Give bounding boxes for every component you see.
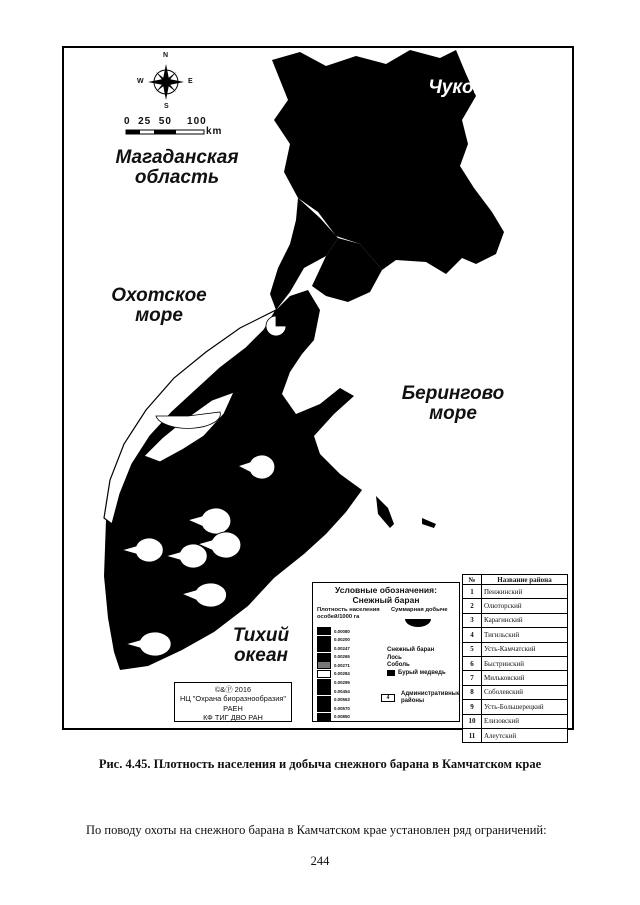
legend-swatch — [317, 670, 331, 678]
districts-header-row — [463, 575, 568, 585]
label-okhotsk-sea: Охотское море — [111, 285, 207, 326]
legend-admin-value: 4 — [381, 694, 395, 702]
legend-scale-row — [317, 644, 350, 652]
district-name: Олюторский — [482, 599, 568, 613]
label-magadan: Магаданская область — [115, 147, 239, 188]
table-row — [463, 599, 568, 613]
district-num: 4 — [463, 628, 482, 642]
district-num: 9 — [463, 700, 482, 714]
district-name: Елизовский — [482, 714, 568, 728]
legend-swatch — [317, 704, 331, 712]
compass-s: S — [164, 103, 169, 110]
legend-scale-row — [317, 653, 350, 661]
label-bering-sea: Берингово море — [401, 383, 505, 424]
district-num: 7 — [463, 671, 482, 685]
legend-scale-value: 0.00454 — [334, 688, 350, 694]
legend-scale-value: 0.00570 — [334, 705, 350, 711]
legend-swatch — [317, 644, 331, 652]
legend-scale-row — [317, 661, 350, 669]
legend-scale-value: 0.00080 — [334, 628, 350, 634]
legend-scale-value: 0.00200 — [334, 637, 350, 643]
commander-island — [376, 496, 394, 528]
legend-swatch — [317, 687, 331, 695]
district-num: 6 — [463, 656, 482, 670]
scale-ticks: 0 25 50 100 — [124, 116, 207, 127]
legend-item — [387, 670, 446, 678]
scale-unit: km — [206, 126, 223, 137]
district-name: Усть-Большерецкий — [482, 700, 568, 714]
table-row — [463, 642, 568, 656]
district-num: 2 — [463, 599, 482, 613]
legend-swatch — [317, 679, 331, 687]
legend-item: Снежный баран — [387, 647, 435, 653]
district-name: Тигильский — [482, 628, 568, 642]
districts-header-num: № — [463, 575, 482, 585]
legend-scale-row — [317, 636, 350, 644]
table-row — [463, 685, 568, 699]
table-row — [463, 613, 568, 627]
table-row — [463, 714, 568, 728]
table-row — [463, 585, 568, 599]
district-name: Усть-Камчатский — [482, 642, 568, 656]
legend-scale-row — [317, 627, 350, 635]
district-name: Пенжинский — [482, 585, 568, 599]
district-name: Карагинский — [482, 613, 568, 627]
page-number: 244 — [310, 854, 330, 868]
label-pacific: Тихий океан — [232, 625, 290, 666]
legend-density-header: Плотность населения особей/1000 га — [317, 607, 380, 620]
legend-density-scale — [317, 627, 350, 722]
legend-admin-label: Административные районы — [401, 691, 461, 705]
district-num: 3 — [463, 613, 482, 627]
table-row — [463, 656, 568, 670]
legend-scale-value: 0.00850 — [334, 714, 350, 720]
table-row — [463, 700, 568, 714]
figure-caption: Рис. 4.45. Плотность населения и добыча снежного барана в Камчатском крае — [98, 757, 542, 771]
districts-header-name: Название района — [482, 575, 568, 585]
legend-harvest-symbol — [403, 617, 433, 633]
legend — [312, 582, 460, 722]
district-name: Алеутский — [482, 728, 568, 742]
legend-item-label: Бурый медведь — [398, 669, 446, 676]
compass-w: W — [137, 78, 144, 85]
district-name: Мильковский — [482, 671, 568, 685]
legend-scale-row — [317, 704, 350, 712]
district-name: Быстринский — [482, 656, 568, 670]
legend-scale-row — [317, 713, 350, 721]
legend-scale-value: 0.00271 — [334, 662, 350, 668]
legend-scale-row — [317, 696, 350, 704]
legend-title: Условные обозначения: Снежный баран — [335, 585, 437, 605]
legend-swatch — [317, 696, 331, 704]
legend-swatch — [317, 627, 331, 635]
legend-scale-value: 0.00265 — [334, 654, 350, 660]
legend-swatch — [317, 713, 331, 721]
district-num: 5 — [463, 642, 482, 656]
legend-swatch — [317, 653, 331, 661]
legend-swatch — [317, 661, 331, 669]
compass-n: N — [163, 52, 169, 59]
legend-scale-row — [317, 670, 350, 678]
legend-scale-value: 0.00563 — [334, 697, 350, 703]
copyright-box: ©&Ⓟ 2016 НЦ "Охрана биоразнообразия" РАЕН КФ ТИГ ДВО РАН — [174, 682, 292, 722]
body-paragraph: По поводу охоты на снежного барана в Камчатском крае установлен ряд ограничений: — [86, 823, 547, 837]
legend-scale-value: 0.00247 — [334, 645, 350, 651]
districts-table — [462, 574, 568, 743]
map-figure — [62, 46, 574, 740]
legend-scale-row — [317, 679, 350, 687]
legend-scale-value: 0.00284 — [334, 671, 350, 677]
legend-species-list — [387, 647, 446, 677]
scale-bar — [126, 130, 204, 134]
district-num: 8 — [463, 685, 482, 699]
legend-swatch — [317, 636, 331, 644]
legend-bear-swatch — [387, 670, 395, 676]
legend-item: Лось — [387, 654, 402, 661]
legend-admin — [381, 691, 460, 705]
compass-e: E — [188, 78, 193, 85]
legend-scale-row — [317, 687, 350, 695]
label-chukotka: Чукотский АО — [428, 77, 534, 118]
district-num: 10 — [463, 714, 482, 728]
table-row — [463, 671, 568, 685]
district-name: Соболевский — [482, 685, 568, 699]
legend-item: Соболь — [387, 662, 410, 668]
table-row — [463, 728, 568, 742]
district-num: 1 — [463, 585, 482, 599]
district-num: 11 — [463, 728, 482, 742]
legend-scale-value: 0.00295 — [334, 680, 350, 686]
commander-island-2 — [422, 518, 436, 528]
table-row — [463, 628, 568, 642]
compass-rose — [148, 64, 184, 100]
legend-harvest-header: Суммарная добыче — [391, 607, 448, 613]
